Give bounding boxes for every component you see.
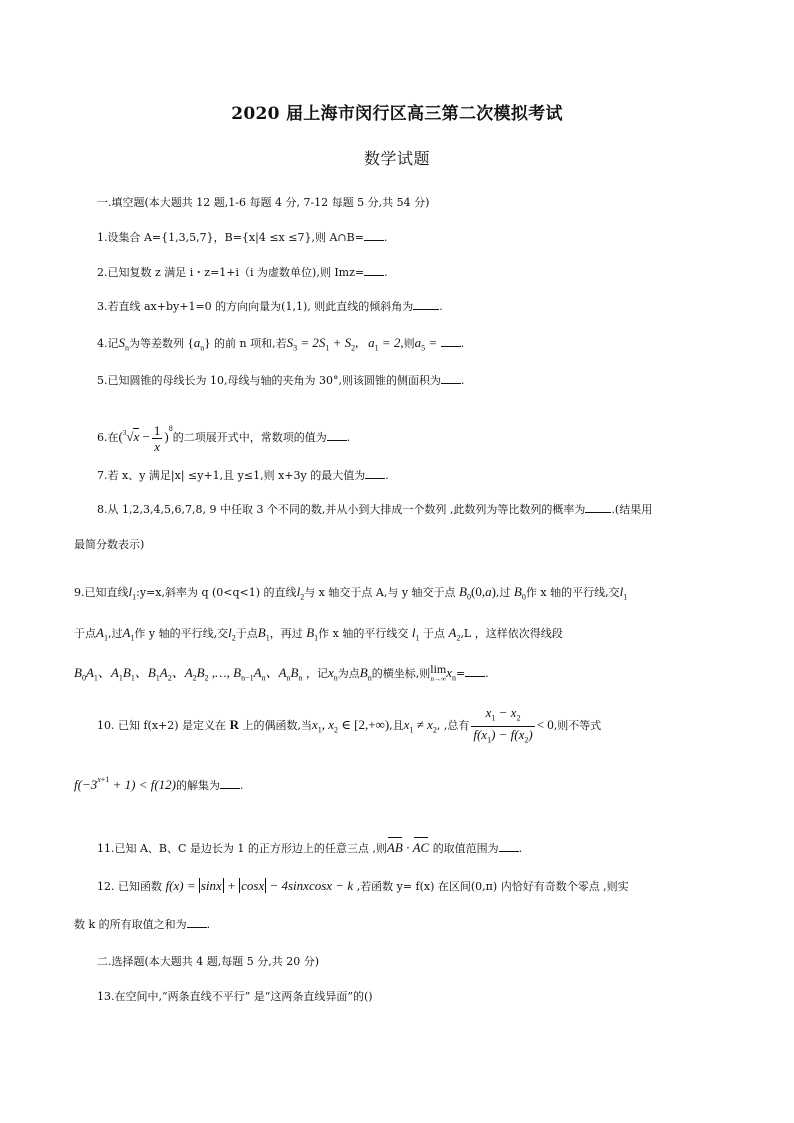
section-1-heading: 一.填空题(本大题共 12 题,1-6 每题 4 分, 7-12 每题 5 分,共 54 分) bbox=[97, 196, 430, 209]
answer-blank bbox=[465, 666, 485, 677]
question-13: 13.在空间中,“两条直线不平行” 是“这两条直线异面”的() bbox=[97, 990, 373, 1003]
math-b1: $B_1$ bbox=[306, 625, 319, 643]
question-4-text: 的前 n 项和,若 bbox=[214, 337, 287, 350]
question-9-text: 为点 bbox=[337, 667, 360, 680]
question-9-line-1 bbox=[74, 584, 627, 606]
answer-blank bbox=[499, 841, 519, 852]
section-2-heading: 二.选择题(本大题共 4 题,每题 5 分,共 20 分) bbox=[97, 955, 320, 968]
question-3: 3.若直线 ax+by+1=0 的方向向量为(1,1), 则此直线的倾斜角为 . bbox=[97, 300, 443, 313]
question-1-text: 1.设集合 A={1,3,5,7}，B={x|4 ≤x ≤7},则 A∩B= bbox=[97, 231, 364, 244]
question-10-text: ,则不等式 bbox=[553, 719, 602, 733]
question-2-text: 2.已知复数 z 满足 i・z=1+i（i 为虚数单位),则 Imz= bbox=[97, 266, 365, 279]
question-8-text: 8.从 1,2,3,4,5,6,7,8, 9 中任取 3 个不同的数,并从小到大排成一个数列 ,此数列为等比数列的概率为 bbox=[97, 503, 586, 516]
question-4-text: 为等差数列 bbox=[129, 337, 184, 350]
math-b0-coords: (0,a) bbox=[470, 584, 496, 599]
math-r: R bbox=[229, 717, 239, 733]
question-12-text: 数 k 的所有取值之和为 bbox=[74, 918, 187, 931]
question-10-text: 的解集为 bbox=[175, 779, 220, 792]
question-9-text: 作 x 轴的平行线交 bbox=[318, 627, 409, 640]
question-1: 1.设集合 A={1,3,5,7}，B={x|4 ≤x ≤7},则 A∩B= . bbox=[97, 231, 388, 244]
math-l1: $l_1$ bbox=[128, 584, 137, 602]
question-6: 6.在($^3$√x − $\frac{1}{x}$ )$^8$的二项展开式中，常数项的值为 . bbox=[97, 422, 351, 454]
math-function: f(x) = sinx + cosx − 4sinxcosx − k bbox=[165, 878, 354, 893]
question-9-text: 与 x 轴交于点 A,与 y 轴交于点 bbox=[304, 586, 456, 599]
answer-blank bbox=[364, 265, 384, 276]
answer-blank bbox=[441, 373, 461, 384]
question-9-text: ，记 bbox=[306, 667, 328, 680]
question-9-text: ，再过 bbox=[269, 627, 303, 640]
question-9-text: 于点 bbox=[74, 627, 96, 640]
answer-blank bbox=[365, 468, 385, 479]
question-9-line-3: $B_0A_1$、$A_1B_1$、$B_1A_2$、$A_2B_2$ ,…, $B_{n-1}A_n$、$A_nB_n$ ，记$x_n$为点$B_n$的横坐标,则 lim n→∞ $x_n=$ . bbox=[74, 662, 489, 683]
question-10-text: ,且 bbox=[389, 719, 404, 733]
question-9-text: 于点 bbox=[422, 627, 445, 640]
question-9-text: ,过 bbox=[495, 586, 511, 599]
question-10-text: ,总有 bbox=[443, 719, 470, 733]
question-3-text: 3.若直线 ax+by+1=0 的方向向量为(1,1), 则此直线的倾斜角为 bbox=[97, 300, 414, 313]
math-l1: $l_1$ bbox=[619, 584, 628, 602]
math-fraction: $\frac{x_1 - x_2}{f(x_1) - f(x_2)}$ bbox=[473, 705, 533, 745]
math-a5: $a_5$ = bbox=[414, 335, 438, 353]
question-10-line-2: $f(-3^{x+1} + 1) < f(12)$的解集为 . bbox=[74, 775, 244, 792]
question-4-text: 则 bbox=[403, 337, 415, 350]
question-7-text: 7.若 x、y 满足|x| ≤y+1,且 y≤1,则 x+3y 的最大值为 bbox=[97, 469, 366, 482]
question-11: 11.已知 A、B、C 是边长为 1 的正方形边上的任意三点 ,则AB · AC 的取值范围为 . bbox=[97, 840, 523, 855]
math-bn: $B_n$ bbox=[359, 665, 372, 683]
question-7: 7.若 x、y 满足|x| ≤y+1,且 y≤1,则 x+3y 的最大值为 . bbox=[97, 469, 389, 482]
question-9-text: 作 x 轴的平行线,交 bbox=[525, 586, 620, 599]
math-x1-neq-x2: $x_1 \ne x_2$ bbox=[403, 717, 437, 735]
question-10-text: 上的偶函数,当 bbox=[242, 719, 312, 733]
question-9-text: 9.已知直线 bbox=[74, 586, 129, 599]
question-12-text: ,若函数 y= f(x) 在区间(0,π) 内恰好有奇数个零点 ,则实 bbox=[356, 880, 629, 893]
math-xn: $x_n$ bbox=[446, 665, 457, 683]
question-8 bbox=[97, 502, 652, 518]
question-9-line-2 bbox=[74, 625, 563, 647]
math-dot-product: AB · AC bbox=[386, 840, 430, 855]
math-less-zero: < 0 bbox=[536, 717, 554, 733]
question-12-line-1 bbox=[97, 878, 629, 895]
question-9-text: 于点 bbox=[235, 627, 258, 640]
question-4: 4.记$S_n$为等差数列 $\{a_n\}$ 的前 n 项和,若$S_3 = 2S_1 + S_2$, $a_1 = 2$,则$a_5$ = . bbox=[97, 335, 465, 353]
answer-blank bbox=[327, 430, 347, 441]
question-12-line-2: 数 k 的所有取值之和为 . bbox=[74, 918, 211, 931]
question-11-text: 的取值范围为 bbox=[432, 842, 499, 855]
math-l1: $l_1$ bbox=[411, 625, 420, 643]
answer-blank bbox=[220, 778, 240, 789]
math-b1: $B_1$ bbox=[257, 625, 270, 643]
answer-blank bbox=[413, 299, 439, 310]
question-4-text: 4.记 bbox=[97, 337, 119, 350]
math-a1: $A_1$ bbox=[96, 625, 108, 643]
math-sn: $S_n$ bbox=[118, 335, 129, 353]
answer-blank bbox=[364, 230, 384, 241]
math-an: $\{a_n\}$ bbox=[187, 335, 211, 353]
question-9-text: 作 y 轴的平行线,交 bbox=[134, 627, 229, 640]
question-9-text: ,过 bbox=[107, 627, 123, 640]
answer-blank bbox=[187, 917, 207, 928]
math-segments: $B_0A_1$、$A_1B_1$、$B_1A_2$、$A_2B_2$ ,…, $B_{n-1}A_n$、$A_nB_n$ bbox=[74, 665, 303, 683]
math-l2: $l_2$ bbox=[296, 584, 305, 602]
math-interval: ∈ [2,+∞) bbox=[338, 717, 390, 733]
question-8-continued: 最简分数表示) bbox=[74, 538, 145, 551]
question-10-line-1: 10. 已知 f(x+2) 是定义在 R 上的偶函数,当$x_1$, $x_2$ ∈ [2,+∞),且$x_1 \ne x_2$, ,总有 $\frac{x_1 - x_2}{f(x_1) - f(x_2)}$ < 0,则不等式 bbox=[97, 705, 601, 751]
math-a1: $A_1$ bbox=[122, 625, 135, 643]
math-b0: $B_0$ bbox=[459, 584, 471, 602]
math-binomial: ($^3$√x − $\frac{1}{x}$ )$^8$ bbox=[118, 422, 173, 454]
question-6-text: 的二项展开式中，常数项的值为 bbox=[172, 431, 327, 444]
page-subtitle: 数学试题 bbox=[363, 149, 430, 168]
question-9-text: :y=x,斜率为 q (0<q<1) 的直线 bbox=[136, 586, 297, 599]
math-x1x2-domain: $x_1$, $x_2$ bbox=[311, 717, 339, 735]
math-a2: $A_2$ bbox=[448, 625, 461, 643]
question-10-text: 10. 已知 f(x+2) 是定义在 bbox=[97, 719, 227, 733]
question-12-text: 12. 已知函数 bbox=[97, 880, 162, 893]
question-6-text: 6.在 bbox=[97, 431, 119, 444]
page-title: 2020 届上海市闵行区高三第二次模拟考试 bbox=[231, 104, 563, 124]
math-l2: $l_2$ bbox=[228, 625, 236, 643]
math-inequality: $f(-3^{x+1} + 1) < f(12)$ bbox=[74, 775, 176, 792]
answer-blank bbox=[585, 502, 611, 513]
question-5-text: 5.已知圆锥的母线长为 10,母线与轴的夹角为 30°,则该圆锥的侧面积为 bbox=[97, 374, 441, 387]
question-9-text: 的横坐标,则 bbox=[371, 667, 431, 680]
math-b0: $B_0$ bbox=[513, 584, 526, 602]
question-9-text: ,L ，这样依次得线段 bbox=[460, 627, 563, 640]
math-limit: lim n→∞ bbox=[430, 662, 447, 683]
math-xn: $x_n$ bbox=[328, 665, 338, 683]
question-8-text: .(结果用 bbox=[611, 503, 653, 516]
question-5: 5.已知圆锥的母线长为 10,母线与轴的夹角为 30°,则该圆锥的侧面积为 . bbox=[97, 374, 465, 387]
math-condition: $S_3 = 2S_1 + S_2$, $a_1 = 2$, bbox=[286, 335, 404, 353]
answer-blank bbox=[441, 336, 461, 347]
question-11-text: 11.已知 A、B、C 是边长为 1 的正方形边上的任意三点 ,则 bbox=[97, 842, 387, 855]
question-2: 2.已知复数 z 满足 i・z=1+i（i 为虚数单位),则 Imz= . bbox=[97, 266, 388, 279]
